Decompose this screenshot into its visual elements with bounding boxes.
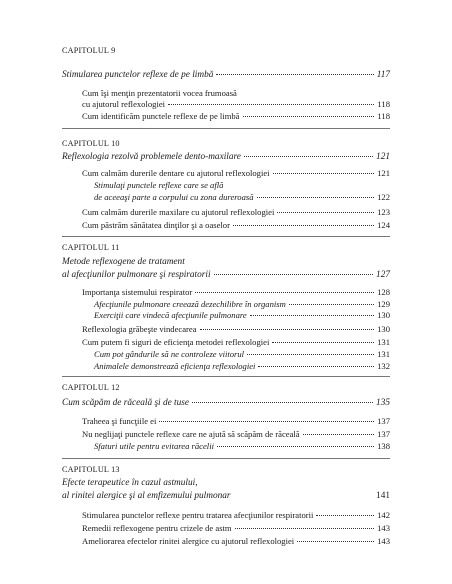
page-number: 128 bbox=[377, 287, 390, 297]
toc-entry: Cum îşi menţin prezentatorii vocea frumoasă bbox=[82, 88, 237, 98]
page-number: 121 bbox=[377, 168, 390, 178]
chapter-title: al afecţiunilor pulmonare şi respiratorii 127 bbox=[62, 270, 390, 280]
chapter-title: Cum scăpăm de răceală şi de tuse 135 bbox=[62, 398, 390, 408]
chapter-title: Metode reflexogene de tratament bbox=[62, 257, 185, 267]
chapter-heading: CAPITOLUL 10 bbox=[62, 139, 120, 148]
toc-entry: Cum identificăm punctele reflexe de pe limbă 118 bbox=[82, 111, 390, 121]
toc-entry: Cum putem fi siguri de eficienţa metodei reflexologiei 131 bbox=[82, 337, 390, 347]
page-number: 137 bbox=[377, 429, 390, 439]
dot-leader bbox=[235, 528, 375, 529]
dot-leader bbox=[316, 515, 374, 516]
toc-entry: Importanţa sistemului respirator 128 bbox=[82, 287, 390, 297]
dot-leader bbox=[257, 197, 375, 198]
divider bbox=[62, 458, 390, 459]
chapter-title: Stimularea punctelor reflexe de pe limbă 117 bbox=[62, 70, 390, 80]
page-number: 121 bbox=[376, 152, 390, 162]
dot-leader bbox=[277, 212, 374, 213]
page-number: 117 bbox=[376, 70, 390, 80]
page-number: 130 bbox=[377, 324, 390, 334]
page-number: 141 bbox=[376, 491, 390, 501]
dot-leader bbox=[159, 421, 374, 422]
chapter-title: Efecte terapeutice în cazul astmului, bbox=[62, 478, 198, 488]
dot-leader bbox=[233, 225, 374, 226]
chapter-title: al rinitei alergice şi al emfizemului pulmonar bbox=[62, 491, 231, 501]
page-number: 130 bbox=[377, 310, 390, 320]
toc-entry: Cum calmăm durerile dentare cu ajutorul reflexologiei 121 bbox=[82, 168, 390, 178]
chapter-title: Reflexologia rezolvă problemele dento-maxilare 121 bbox=[62, 152, 390, 162]
dot-leader bbox=[247, 354, 374, 355]
page-number: 118 bbox=[377, 111, 390, 121]
toc-entry: Ameliorarea efectelor rinitei alergice cu ajutorul reflexologiei 143 bbox=[82, 536, 390, 546]
toc-entry: Reflexologia grăbeşte vindecarea 130 bbox=[82, 324, 390, 334]
toc-subentry: Exerciţii care vindecă afecţiunile pulmonare 130 bbox=[94, 310, 390, 320]
chapter-heading: CAPITOLUL 13 bbox=[62, 465, 120, 474]
dot-leader bbox=[244, 156, 373, 157]
page-number: 131 bbox=[377, 337, 390, 347]
page-number: 142 bbox=[377, 510, 390, 520]
page-number: 129 bbox=[377, 299, 390, 309]
chapter-title-page bbox=[62, 491, 390, 501]
dot-leader bbox=[289, 304, 374, 305]
toc-subentry: Cum pot gândurile să ne controleze viitorul 131 bbox=[94, 349, 390, 359]
toc-subentry: Stimulaţi punctele reflexe care se află bbox=[94, 180, 224, 190]
dot-leader bbox=[195, 292, 374, 293]
page-number: 137 bbox=[377, 416, 390, 426]
toc-entry: Remedii reflexogene pentru crizele de astm 143 bbox=[82, 523, 390, 533]
page-number: 124 bbox=[377, 220, 390, 230]
page-number: 143 bbox=[377, 523, 390, 533]
toc-entry: Nu neglijaţi punctele reflexe care ne ajută să scăpăm de răceală 137 bbox=[82, 429, 390, 439]
dot-leader bbox=[200, 329, 375, 330]
toc-entry: Cum păstrăm sănătatea dinţilor şi a oaselor 124 bbox=[82, 220, 390, 230]
page-number: 135 bbox=[376, 398, 390, 408]
page-number: 127 bbox=[376, 270, 390, 280]
dot-leader bbox=[168, 104, 374, 105]
dot-leader bbox=[250, 315, 374, 316]
toc-entry: Cum calmăm durerile maxilare cu ajutorul reflexologiei 123 bbox=[82, 207, 390, 217]
dot-leader bbox=[303, 434, 375, 435]
page-number: 123 bbox=[377, 207, 390, 217]
divider bbox=[62, 128, 390, 129]
page-number: 132 bbox=[377, 361, 390, 371]
toc-entry: Traheea şi funcţiile ei 137 bbox=[82, 416, 390, 426]
dot-leader bbox=[192, 402, 373, 403]
page-number: 143 bbox=[377, 536, 390, 546]
chapter-heading: CAPITOLUL 11 bbox=[62, 243, 120, 252]
dot-leader bbox=[273, 173, 375, 174]
chapter-heading: CAPITOLUL 9 bbox=[62, 46, 116, 55]
dot-leader bbox=[297, 541, 374, 542]
divider bbox=[62, 236, 390, 237]
dot-leader bbox=[243, 116, 375, 117]
dot-leader bbox=[214, 274, 373, 275]
dot-leader bbox=[258, 366, 374, 367]
divider bbox=[62, 376, 390, 377]
toc-entry: cu ajutorul reflexologiei 118 bbox=[82, 99, 390, 109]
page-number: 138 bbox=[377, 441, 390, 451]
toc-subentry: Afecţiunile pulmonare creează dezechilibre în organism 129 bbox=[94, 299, 390, 309]
toc-subentry: Animalele demonstrează eficienţa reflexologiei 132 bbox=[94, 361, 390, 371]
page-number: 131 bbox=[377, 349, 390, 359]
toc-entry: Stimularea punctelor reflexe pentru tratarea afecţiunilor respiratorii 142 bbox=[82, 510, 390, 520]
dot-leader bbox=[216, 74, 373, 75]
page-number: 118 bbox=[377, 99, 390, 109]
page-number: 122 bbox=[377, 192, 390, 202]
toc-subentry: Sfaturi utile pentru evitarea răcelii 138 bbox=[94, 441, 390, 451]
dot-leader bbox=[272, 342, 374, 343]
chapter-heading: CAPITOLUL 12 bbox=[62, 383, 120, 392]
toc-subentry: de aceeaşi parte a corpului cu zona dureroasă 122 bbox=[94, 192, 390, 202]
dot-leader bbox=[217, 446, 374, 447]
